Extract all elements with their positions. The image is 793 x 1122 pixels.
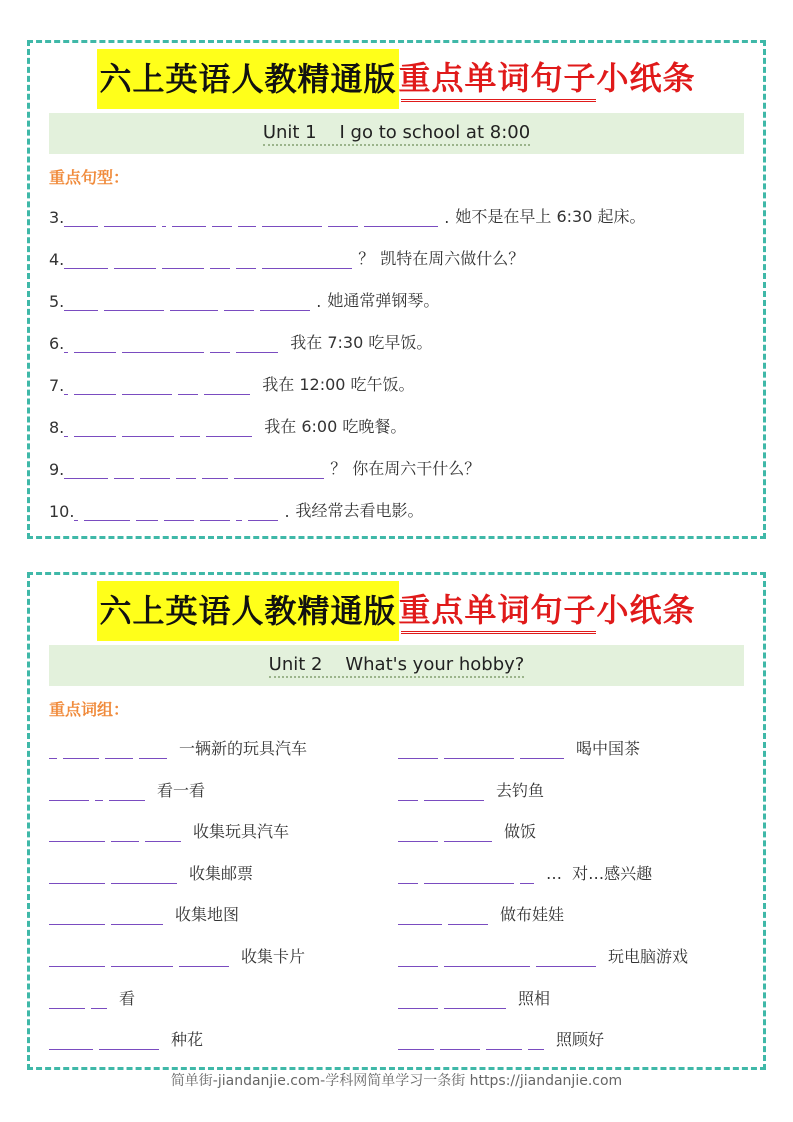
- fill-in-blank[interactable]: [236, 336, 278, 353]
- fill-in-blank[interactable]: [398, 1033, 434, 1050]
- phrase-row: [398, 777, 544, 801]
- sentence-row: [49, 455, 480, 479]
- fill-in-blank[interactable]: [64, 462, 108, 479]
- fill-in-blank[interactable]: [74, 378, 116, 395]
- unit-heading: [49, 645, 744, 686]
- sentence-punctuation: ？: [358, 249, 375, 268]
- sentence-row: [49, 371, 415, 395]
- phrase-chinese: … 对…感兴趣: [546, 863, 653, 883]
- fill-in-blank[interactable]: [49, 825, 105, 842]
- sentence-chinese: 你在周六干什么？: [352, 459, 481, 478]
- fill-in-blank[interactable]: [262, 210, 322, 227]
- fill-in-blank[interactable]: [64, 378, 68, 395]
- fill-in-blank[interactable]: [210, 336, 230, 353]
- phrase-chinese: 收集邮票: [189, 863, 254, 883]
- fill-in-blank[interactable]: [444, 992, 506, 1009]
- fill-in-blank[interactable]: [111, 867, 177, 884]
- card-title: [30, 581, 763, 641]
- unit-heading: [49, 113, 744, 154]
- fill-in-blank[interactable]: [64, 420, 68, 437]
- sentence-chinese: 我经常去看电影。: [295, 501, 424, 520]
- phrase-row: [398, 735, 640, 759]
- fill-in-blank[interactable]: [424, 867, 514, 884]
- fill-in-blank[interactable]: [206, 420, 252, 437]
- fill-in-blank[interactable]: [224, 294, 254, 311]
- fill-in-blank[interactable]: [398, 908, 442, 925]
- fill-in-blank[interactable]: [49, 867, 105, 884]
- fill-in-blank[interactable]: [212, 210, 232, 227]
- phrase-row: [398, 901, 564, 925]
- phrase-row: [49, 735, 307, 759]
- fill-in-blank[interactable]: [238, 210, 256, 227]
- sentence-row: [49, 329, 432, 353]
- phrase-chinese: 收集玩具汽车: [193, 822, 290, 842]
- fill-in-blank[interactable]: [364, 210, 438, 227]
- title-red: 重点单词句子小纸条: [399, 52, 696, 106]
- phrase-row: [49, 943, 305, 967]
- fill-in-blank[interactable]: [140, 462, 170, 479]
- sentence-row: [49, 203, 645, 227]
- sentence-punctuation: .: [316, 292, 322, 311]
- fill-in-blank[interactable]: [444, 825, 492, 842]
- fill-in-blank[interactable]: [200, 504, 230, 521]
- fill-in-blank[interactable]: [64, 210, 98, 227]
- phrase-row: [398, 860, 652, 884]
- fill-in-blank[interactable]: [398, 950, 438, 967]
- fill-in-blank[interactable]: [63, 742, 99, 759]
- sentence-number: 6.: [49, 334, 65, 353]
- phrase-chinese: 一辆新的玩具汽车: [179, 739, 308, 758]
- phrase-chinese: 收集卡片: [241, 947, 306, 966]
- fill-in-blank[interactable]: [91, 992, 107, 1009]
- fill-in-blank[interactable]: [49, 1033, 93, 1050]
- sentence-number: 9.: [49, 460, 65, 479]
- fill-in-blank[interactable]: [122, 336, 204, 353]
- sentence-chinese: 她不是在早上 6:30 起床。: [455, 207, 646, 226]
- fill-in-blank[interactable]: [49, 784, 89, 801]
- fill-in-blank[interactable]: [176, 462, 196, 479]
- fill-in-blank[interactable]: [49, 908, 105, 925]
- fill-in-blank[interactable]: [114, 252, 156, 269]
- fill-in-blank[interactable]: [122, 420, 174, 437]
- phrase-row: [49, 818, 289, 842]
- sentence-chinese: 她通常弹钢琴。: [327, 291, 440, 310]
- fill-in-blank[interactable]: [179, 950, 229, 967]
- note-card-unit-2: [27, 572, 766, 1070]
- phrase-row: [398, 818, 536, 842]
- sentence-number: 5.: [49, 292, 65, 311]
- fill-in-blank[interactable]: [398, 784, 418, 801]
- fill-in-blank[interactable]: [105, 742, 133, 759]
- phrase-row: [49, 901, 239, 925]
- fill-in-blank[interactable]: [248, 504, 278, 521]
- fill-in-blank[interactable]: [64, 294, 98, 311]
- fill-in-blank[interactable]: [64, 336, 68, 353]
- sentence-number: 10.: [49, 502, 75, 521]
- phrase-chinese: 看: [119, 988, 136, 1008]
- fill-in-blank[interactable]: [99, 1033, 159, 1050]
- phrase-chinese: 照相: [518, 988, 551, 1008]
- sentence-row: [49, 497, 424, 521]
- fill-in-blank[interactable]: [262, 252, 352, 269]
- fill-in-blank[interactable]: [448, 908, 488, 925]
- fill-in-blank[interactable]: [145, 825, 181, 842]
- fill-in-blank[interactable]: [528, 1033, 544, 1050]
- fill-in-blank[interactable]: [162, 252, 204, 269]
- card-title: [30, 49, 763, 109]
- phrase-row: [49, 1026, 203, 1050]
- fill-in-blank[interactable]: [234, 462, 324, 479]
- fill-in-blank[interactable]: [486, 1033, 522, 1050]
- fill-in-blank[interactable]: [236, 252, 256, 269]
- footer-text: 简单街-jiandanjie.com-学科网简单学习一条街 https://jiandanjie.com: [170, 1073, 623, 1089]
- phrase-chinese: 收集地图: [175, 905, 240, 925]
- phrase-chinese: 照顾好: [556, 1030, 605, 1050]
- unit-title: Unit 2 What's your hobby?: [269, 654, 525, 678]
- sentence-row: [49, 413, 406, 437]
- phrase-chinese: 喝中国茶: [576, 739, 641, 758]
- fill-in-blank[interactable]: [49, 992, 85, 1009]
- fill-in-blank[interactable]: [114, 462, 134, 479]
- fill-in-blank[interactable]: [444, 950, 530, 967]
- fill-in-blank[interactable]: [95, 784, 103, 801]
- fill-in-blank[interactable]: [180, 420, 200, 437]
- fill-in-blank[interactable]: [444, 742, 514, 759]
- phrase-chinese: 做饭: [504, 822, 537, 842]
- sentence-chinese: 我在 6:00 吃晚餐。: [264, 417, 407, 436]
- fill-in-blank[interactable]: [178, 378, 198, 395]
- phrase-row: [49, 985, 135, 1009]
- phrase-row: [49, 777, 205, 801]
- fill-in-blank[interactable]: [260, 294, 310, 311]
- phrase-row: [49, 860, 253, 884]
- fill-in-blank[interactable]: [104, 294, 164, 311]
- sentence-number: 3.: [49, 208, 65, 227]
- sentence-number: 7.: [49, 376, 65, 395]
- sentence-row: [49, 287, 439, 311]
- phrase-chinese: 种花: [171, 1030, 204, 1050]
- unit-title: Unit 1 I go to school at 8:00: [263, 122, 530, 146]
- phrase-row: [398, 1026, 604, 1050]
- fill-in-blank[interactable]: [210, 252, 230, 269]
- fill-in-blank[interactable]: [164, 504, 194, 521]
- phrase-chinese: 去钓鱼: [496, 780, 545, 800]
- fill-in-blank[interactable]: [236, 504, 242, 521]
- sentence-number: 4.: [49, 250, 65, 269]
- fill-in-blank[interactable]: [122, 378, 172, 395]
- fill-in-blank[interactable]: [398, 867, 418, 884]
- fill-in-blank[interactable]: [520, 867, 534, 884]
- title-red: 重点单词句子小纸条: [399, 584, 696, 638]
- fill-in-blank[interactable]: [49, 950, 105, 967]
- fill-in-blank[interactable]: [111, 950, 173, 967]
- sentence-chinese: 我在 12:00 吃午饭。: [262, 375, 415, 394]
- fill-in-blank[interactable]: [424, 784, 484, 801]
- sentence-chinese: 我在 7:30 吃早饭。: [290, 333, 433, 352]
- phrase-row: [398, 943, 688, 967]
- sentence-chinese: 凯特在周六做什么？: [380, 249, 525, 268]
- section-label: 重点词组：: [49, 700, 130, 719]
- note-card-unit-1: [27, 40, 766, 539]
- fill-in-blank[interactable]: [398, 825, 438, 842]
- fill-in-blank[interactable]: [64, 252, 108, 269]
- title-highlighted: 六上英语人教精通版: [97, 581, 398, 641]
- fill-in-blank[interactable]: [204, 378, 250, 395]
- fill-in-blank[interactable]: [74, 336, 116, 353]
- fill-in-blank[interactable]: [328, 210, 358, 227]
- fill-in-blank[interactable]: [162, 210, 166, 227]
- fill-in-blank[interactable]: [49, 742, 57, 759]
- sentence-row: [49, 245, 524, 269]
- fill-in-blank[interactable]: [139, 742, 167, 759]
- sentence-number: 8.: [49, 418, 65, 437]
- fill-in-blank[interactable]: [398, 742, 438, 759]
- phrase-chinese: 玩电脑游戏: [608, 947, 689, 966]
- fill-in-blank[interactable]: [202, 462, 228, 479]
- fill-in-blank[interactable]: [109, 784, 145, 801]
- fill-in-blank[interactable]: [111, 825, 139, 842]
- fill-in-blank[interactable]: [520, 742, 564, 759]
- sentence-punctuation: ？: [330, 459, 347, 478]
- sentence-punctuation: .: [284, 502, 290, 521]
- fill-in-blank[interactable]: [84, 504, 130, 521]
- fill-in-blank[interactable]: [536, 950, 596, 967]
- fill-in-blank[interactable]: [170, 294, 218, 311]
- fill-in-blank[interactable]: [104, 210, 156, 227]
- sentence-punctuation: .: [444, 208, 450, 227]
- fill-in-blank[interactable]: [440, 1033, 480, 1050]
- phrase-chinese: 看一看: [157, 780, 206, 800]
- fill-in-blank[interactable]: [172, 210, 206, 227]
- fill-in-blank[interactable]: [136, 504, 158, 521]
- phrase-chinese: 做布娃娃: [500, 905, 565, 925]
- fill-in-blank[interactable]: [74, 504, 78, 521]
- fill-in-blank[interactable]: [398, 992, 438, 1009]
- title-highlighted: 六上英语人教精通版: [97, 49, 398, 109]
- fill-in-blank[interactable]: [74, 420, 116, 437]
- phrase-row: [398, 985, 550, 1009]
- section-label: 重点句型：: [49, 168, 130, 187]
- fill-in-blank[interactable]: [111, 908, 163, 925]
